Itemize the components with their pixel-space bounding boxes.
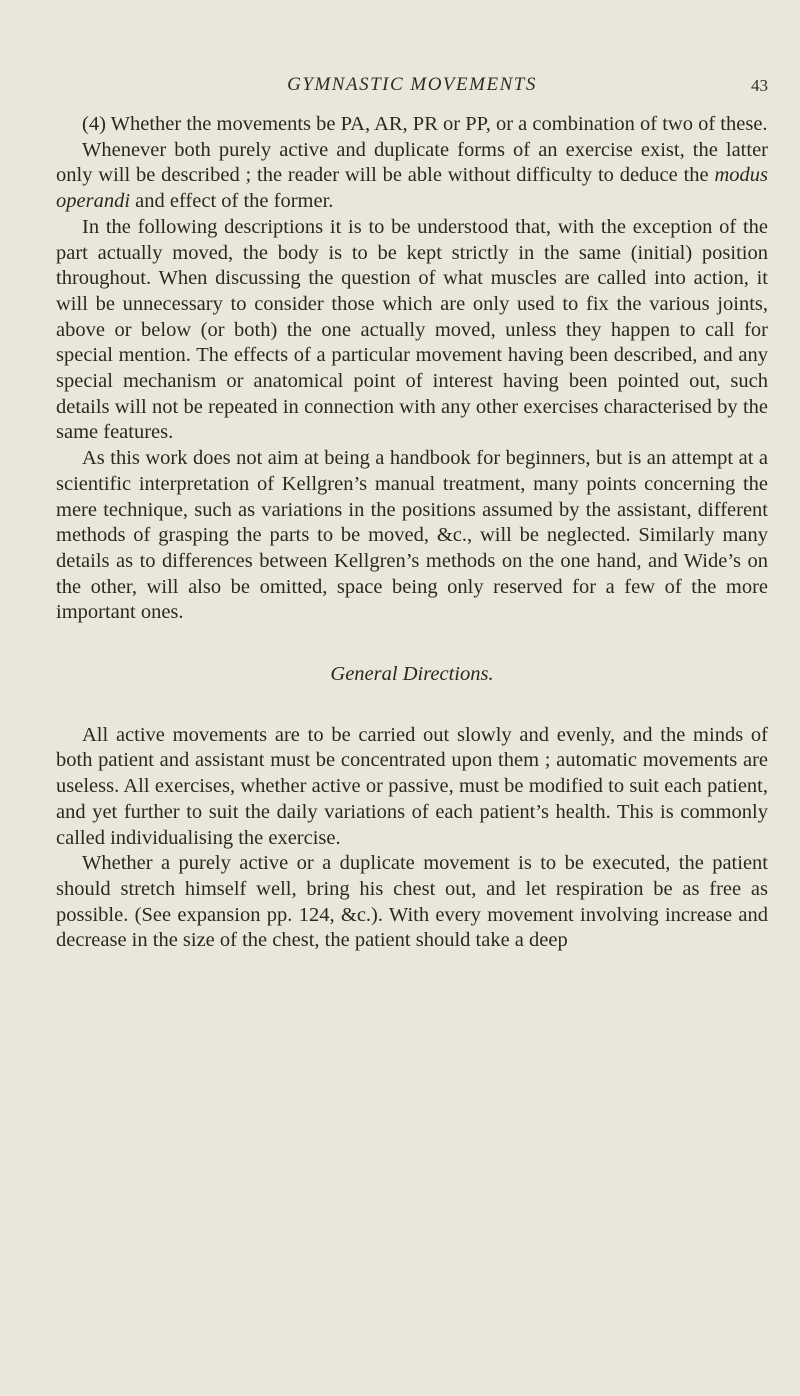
page-header xyxy=(56,74,768,100)
paragraph-respiration: Whether a purely active or a duplicate movement is to be executed, the patient should stretch himself well, bring his chest out, and let respiration be as free as possible. (See expansion pp. 124, &c.). With every movement involving increase and decrease in the size of the chest, the patient should take a deep xyxy=(56,852,768,952)
paragraph-active-movements: All active movements are to be carried out slowly and evenly, and the minds of both patient and assistant must be concentrated upon them ; automatic movements are useless. All exercises, whether active or passive, must be modified to suit each patient, and yet further to suit the daily variations of each patient’s health. This is commonly called individualising the exercise. xyxy=(56,723,768,849)
paragraph-scope: As this work does not aim at being a handbook for beginners, but is an attempt at a scientific interpretation of Kellgren’s manual treatment, many points concerning the mere technique, such as variations in the positions assumed by the assistant, different methods of grasping the parts to be moved, &c., will be neglected. Similarly many details as to differences between Kellgren’s methods on the one hand, and Wide’s on the other, will also be omitted, space being only reserved for a few of the more important ones. xyxy=(56,447,768,624)
paragraph-descriptions: In the following descriptions it is to be understood that, with the exception of the part actually moved, the body is to be kept strictly in the same (initial) position throughout. When discussing the question of what muscles are called into action, it will be unnecessary to consider those which are only used to fix the various joints, above or below (or both) the one actually moved, unless they happen to call for special mention. The effects of a particular movement having been described, and any special mechanism or anatomical point of interest having been pointed out, such details will not be repeated in connection with any other exercises characterised by the same features. xyxy=(56,215,768,444)
paragraph-duplicate-forms xyxy=(56,138,768,215)
paragraph-duplicate-forms-text-b: and effect of the former. xyxy=(130,190,334,213)
running-title: GYMNASTIC MOVEMENTS xyxy=(287,74,537,95)
page-number: 43 xyxy=(751,76,768,95)
paragraph-criteria: (4) Whether the movements be PA, AR, PR or PP, or a combination of two of these. xyxy=(82,113,768,135)
paragraph-duplicate-forms-text-a: Whenever both purely active and duplicate forms of an exercise exist, the latter only will be described ; the reader will be able without difficulty to deduce the xyxy=(56,138,768,187)
modus-operandi-italic: modus operandi xyxy=(56,164,768,213)
section-heading-general-directions: General Directions. xyxy=(330,663,494,686)
body-text xyxy=(56,112,768,954)
